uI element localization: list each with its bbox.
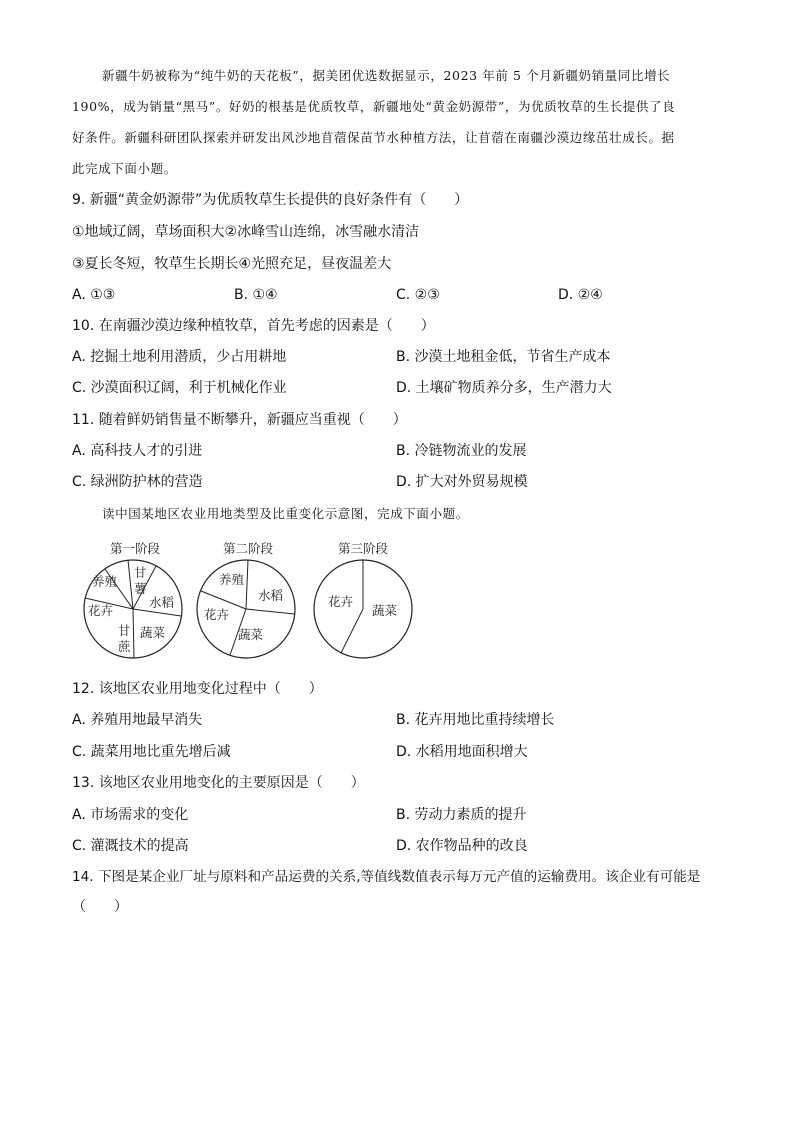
question-12-option-a: A. 养殖用地最早消失 — [72, 712, 203, 728]
question-11-option-c: C. 绿洲防护林的营造 — [72, 474, 203, 490]
question-11-option-a: A. 高科技人才的引进 — [72, 443, 203, 459]
stage-2-pie — [197, 541, 295, 658]
stage-1-label-ganshu-1: 甘 — [134, 565, 147, 580]
stage-1-divider — [133, 609, 181, 616]
stage-1-title: 第一阶段 — [110, 541, 161, 556]
stage-1-label-shucai: 蔬菜 — [140, 625, 166, 640]
stage-3-divider — [341, 609, 363, 653]
question-12-option-b: B. 花卉用地比重持续增长 — [396, 712, 555, 728]
question-11-option-d: D. 扩大对外贸易规模 — [396, 474, 528, 490]
stage-1-label-shuidao: 水稻 — [149, 595, 175, 610]
stage-2-divider — [246, 560, 248, 609]
stage-2-label-shucai: 蔬菜 — [238, 627, 264, 642]
question-9-option-a: A. ①③ — [72, 287, 116, 303]
question-9-option-d: D. ②④ — [558, 287, 603, 303]
question-14-stem: 14. 下图是某企业厂址与原料和产品运费的关系,等值线数值表示每万元产值的运输费用。该企业有可能是 — [72, 869, 701, 885]
question-9-statement-1: ①地域辽阔，草场面积大②冰峰雪山连绵，冰雪融水清洁 — [72, 224, 420, 240]
stage-1-divider — [128, 560, 133, 609]
question-12-option-d: D. 水稻用地面积增大 — [396, 744, 528, 760]
question-14-stem-line-2: （ ） — [72, 899, 128, 915]
question-10-stem: 10. 在南疆沙漠边缘种植牧草，首先考虑的因素是（ ） — [72, 318, 435, 334]
question-10-option-a: A. 挖掘土地利用潜质，少占用耕地 — [72, 349, 287, 365]
stage-1-label-yangzhi: 养殖 — [92, 574, 118, 589]
stage-2-title: 第二阶段 — [223, 541, 274, 556]
stage-1-label-ganshu-2: 薯 — [134, 581, 147, 596]
figure-intro: 读中国某地区农业用地类型及比重变化示意图，完成下面小题。 — [102, 506, 469, 521]
question-13-option-a: A. 市场需求的变化 — [72, 807, 189, 823]
question-11-stem: 11. 随着鲜奶销售量不断攀升，新疆应当重视（ ） — [72, 412, 407, 428]
intro-line-4: 此完成下面小题。 — [72, 161, 177, 176]
stage-1-pie — [84, 541, 182, 658]
stage-3-title: 第三阶段 — [338, 541, 389, 556]
question-9-option-b: B. ①④ — [234, 287, 278, 303]
intro-line-2: 190%，成为销量“黑马”。好奶的根基是优质牧草，新疆地处“黄金奶源带”，为优质牧草的生长提供了良 — [72, 99, 676, 114]
stage-2-divider — [246, 609, 295, 614]
question-9-statement-2: ③夏长冬短，牧草生长期长④光照充足，昼夜温差大 — [72, 256, 392, 272]
intro-line-3: 好条件。新疆科研团队探索并研发出风沙地苜蓿保苗节水种植方法，让苜蓿在南疆沙漠边缘茁壮成长。据 — [72, 130, 675, 145]
stage-3-label-shucai: 蔬菜 — [372, 603, 398, 618]
stage-1-divider — [133, 609, 134, 658]
question-13-option-b: B. 劳动力素质的提升 — [396, 807, 527, 823]
question-10-option-b: B. 沙漠土地租金低，节省生产成本 — [396, 349, 611, 365]
question-12-stem: 12. 该地区农业用地变化过程中（ ） — [72, 681, 323, 697]
stage-3-pie — [314, 541, 412, 658]
stage-2-label-yangzhi: 养殖 — [219, 572, 245, 587]
question-12-option-c: C. 蔬菜用地比重先增后减 — [72, 744, 231, 760]
question-10-option-d: D. 土壤矿物质养分多，生产潜力大 — [396, 380, 612, 396]
question-13-option-d: D. 农作物品种的改良 — [396, 838, 528, 854]
stage-1-label-gane-1: 甘 — [118, 623, 131, 638]
question-10-option-c: C. 沙漠面积辽阔，利于机械化作业 — [72, 380, 287, 396]
question-9-option-c: C. ②③ — [396, 287, 440, 303]
land-use-figure-svg — [76, 534, 416, 664]
question-13-option-c: C. 灌溉技术的提高 — [72, 838, 189, 854]
question-9-stem: 9. 新疆“黄金奶源带”为优质牧草生长提供的良好条件有（ ） — [72, 192, 469, 208]
stage-3-label-huahui: 花卉 — [328, 594, 354, 609]
stage-1-label-huahui: 花卉 — [88, 603, 114, 618]
stage-2-label-huahui: 花卉 — [204, 607, 230, 622]
question-13-stem: 13. 该地区农业用地变化的主要原因是（ ） — [72, 775, 365, 791]
question-11-option-b: B. 冷链物流业的发展 — [396, 443, 527, 459]
intro-line-1: 新疆牛奶被称为“纯牛奶的天花板”，据美团优选数据显示，2023 年前 5 个月新疆奶销量同比增长 — [102, 68, 671, 83]
stage-1-label-gane-2: 蔗 — [118, 639, 131, 654]
land-use-figure — [76, 534, 416, 664]
stage-2-label-shuidao: 水稻 — [258, 588, 284, 603]
